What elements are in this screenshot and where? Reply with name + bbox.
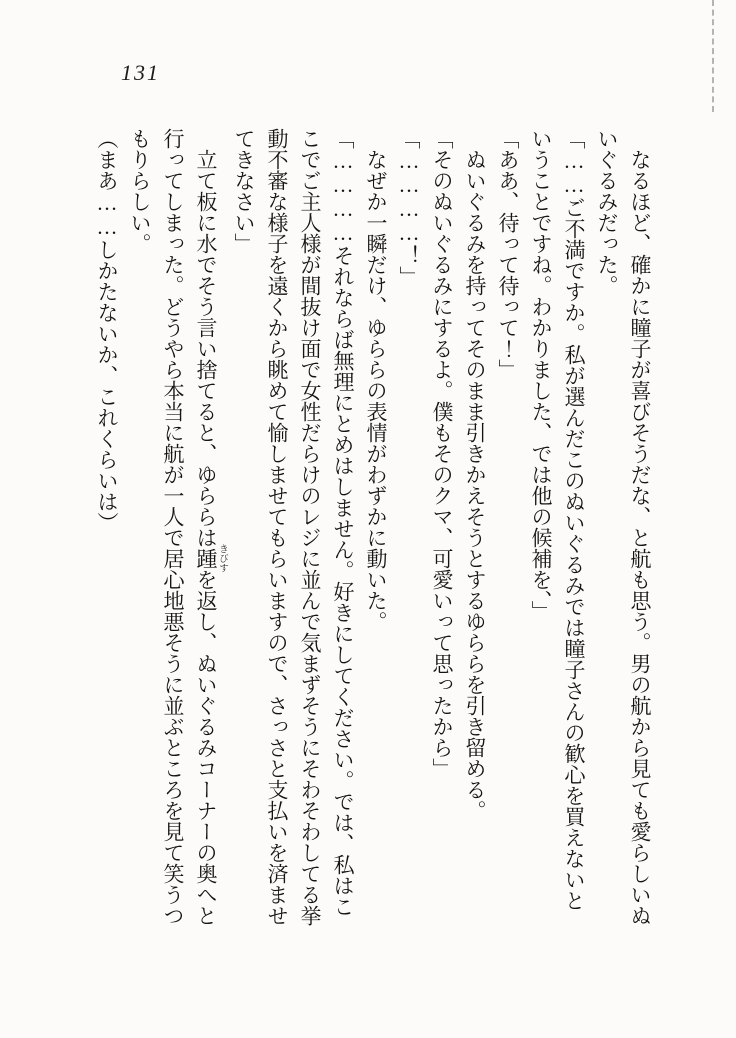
ruby-furigana: きびす — [217, 544, 227, 573]
paragraph-text: （まあ……しかたないか、これくらいは） — [95, 128, 119, 533]
paragraph-text: 「…………！」 — [397, 128, 421, 287]
ruby-kibisu — [194, 544, 227, 573]
paragraph-text: 「そのぬいぐるみにするよ。僕もそのクマ、可愛いって思ったから」 — [430, 128, 454, 779]
paragraph-text: なぜか一瞬だけ、ゆららの表情がわずかに動いた。 — [364, 128, 388, 632]
paragraph-text: 「……ご不満ですか。私が選んだこのぬいぐるみでは瞳子さんの歓心を買えないということですね。わかりました、では他の候補を、」 — [529, 128, 586, 911]
paragraph-text: ぬいぐるみを持ってそのまま引きかえそうとするゆららを引き留める。 — [463, 128, 487, 821]
page-number: 131 — [121, 60, 160, 85]
paragraph-text: なるほど、確かに瞳子が喜びそうだな、と航も思う。男の航から見ても愛らしいぬいぐるみだった。 — [595, 128, 652, 926]
text-area — [90, 128, 656, 927]
paragraph-1 — [590, 128, 656, 927]
ruby-base: 踵 — [194, 544, 218, 573]
paragraph-text: 立て板に水でそう言い捨てると、ゆららは — [194, 128, 218, 548]
paragraph-6 — [392, 128, 425, 927]
paragraph-7 — [359, 128, 392, 927]
paragraph-10 — [90, 128, 123, 927]
binding-dash-mark — [712, 0, 714, 112]
paragraph-2 — [524, 128, 590, 927]
paragraph-4 — [458, 128, 491, 927]
paragraph-text: 「…………それならば無理にとめはしません。好きにしてください。では、私はここでご主人様が間抜け面で女性だらけのレジに並んで気まずそうにそわそわしてる挙動不審な様子を遠くから眺めて愉しませてもらいますので、さっさと支払いを済ませてきなさい」 — [232, 128, 355, 926]
paragraph-8 — [227, 128, 359, 927]
paragraph-3 — [491, 128, 524, 927]
paragraph-text: 「ああ、待って待って！」 — [496, 128, 520, 380]
paragraph-text: を返し、ぬいぐるみコーナーの奥へと行ってしまった。どうやら本当に航が一人で居心地悪そうに並ぶところを見て笑うつもりらしい。 — [128, 128, 218, 926]
paragraph-9 — [123, 128, 227, 927]
paragraph-5 — [425, 128, 458, 927]
